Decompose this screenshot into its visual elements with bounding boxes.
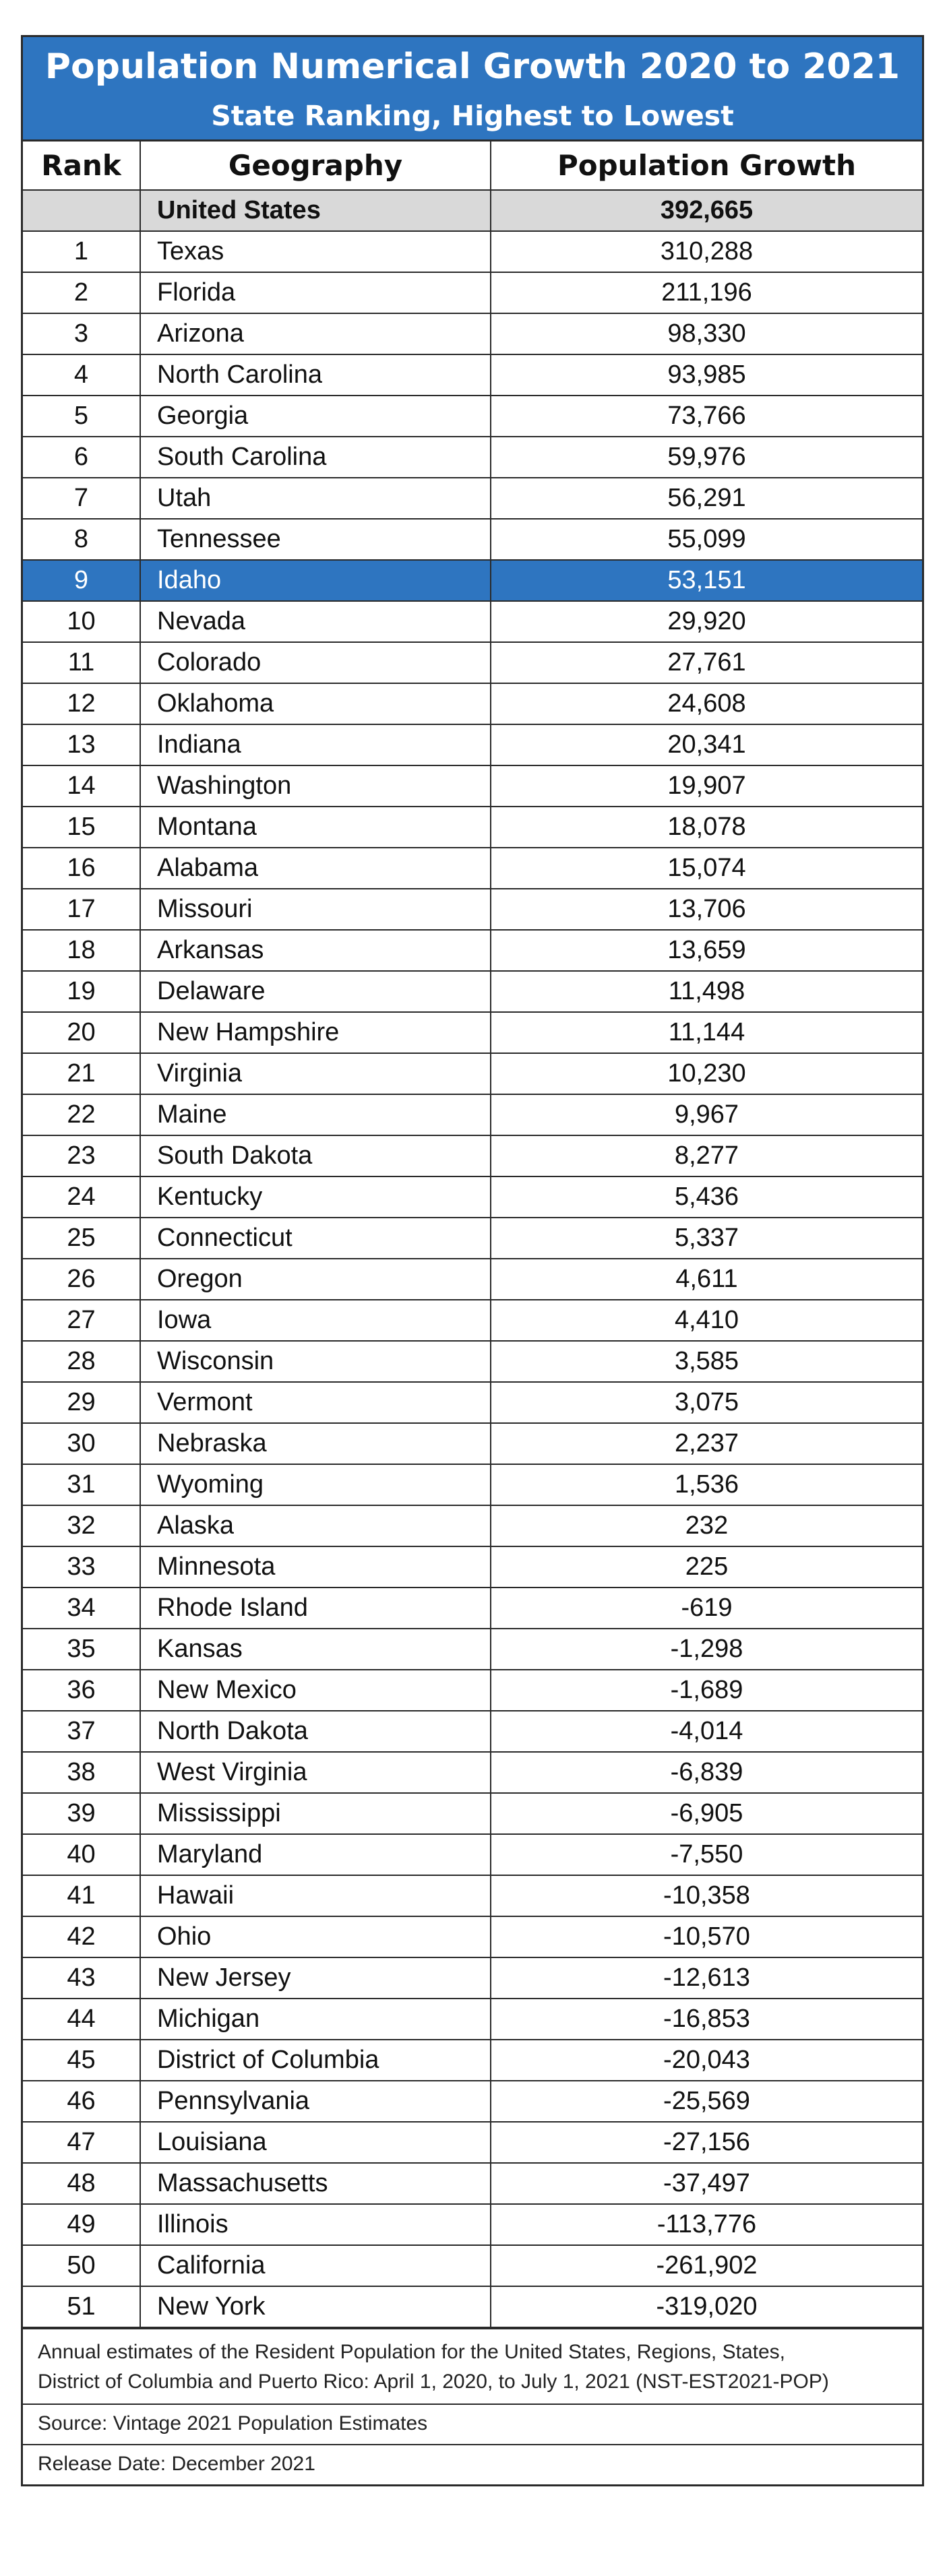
geography-cell: Illinois — [140, 2204, 491, 2245]
rank-cell: 46 — [23, 2081, 140, 2122]
page-subtitle: State Ranking, Highest to Lowest — [211, 100, 734, 132]
table-row — [23, 396, 922, 437]
geography-cell: Mississippi — [140, 1793, 491, 1834]
table-row — [23, 560, 922, 601]
rank-cell: 30 — [23, 1423, 140, 1464]
growth-cell: 13,659 — [491, 930, 922, 971]
geography-cell: Idaho — [140, 560, 491, 601]
table-row — [23, 848, 922, 889]
geography-cell: North Dakota — [140, 1711, 491, 1752]
growth-cell: -27,156 — [491, 2122, 922, 2163]
geography-cell: Texas — [140, 231, 491, 272]
rank-cell: 40 — [23, 1834, 140, 1875]
geography-cell: Vermont — [140, 1382, 491, 1423]
rank-cell: 9 — [23, 560, 140, 601]
table-row — [23, 1670, 922, 1711]
table-row — [23, 1012, 922, 1053]
column-header-geography: Geography — [140, 142, 491, 190]
geography-cell: Nebraska — [140, 1423, 491, 1464]
table-row — [23, 765, 922, 807]
geography-cell: New Hampshire — [140, 1012, 491, 1053]
geography-cell: Missouri — [140, 889, 491, 930]
geography-cell: Arizona — [140, 313, 491, 354]
rank-cell: 18 — [23, 930, 140, 971]
rank-cell: 5 — [23, 396, 140, 437]
geography-cell: Oregon — [140, 1259, 491, 1300]
growth-cell: 11,144 — [491, 1012, 922, 1053]
geography-cell: New Jersey — [140, 1957, 491, 1999]
rank-cell: 14 — [23, 765, 140, 807]
geography-cell: Minnesota — [140, 1546, 491, 1588]
rank-cell: 22 — [23, 1094, 140, 1135]
growth-cell: -12,613 — [491, 1957, 922, 1999]
geography-cell: Louisiana — [140, 2122, 491, 2163]
rank-cell: 49 — [23, 2204, 140, 2245]
table-row — [23, 272, 922, 313]
national-rank — [23, 190, 140, 231]
table-row — [23, 642, 922, 683]
growth-cell: -20,043 — [491, 2040, 922, 2081]
rank-cell: 3 — [23, 313, 140, 354]
rank-cell: 37 — [23, 1711, 140, 1752]
table-footer — [23, 2328, 922, 2484]
growth-cell: -25,569 — [491, 2081, 922, 2122]
rank-cell: 12 — [23, 683, 140, 724]
geography-cell: New York — [140, 2286, 491, 2327]
geography-cell: California — [140, 2245, 491, 2286]
table-row — [23, 1053, 922, 1094]
geography-cell: North Carolina — [140, 354, 491, 396]
rank-cell: 44 — [23, 1999, 140, 2040]
table-row — [23, 1094, 922, 1135]
table-row — [23, 1505, 922, 1546]
geography-cell: Alabama — [140, 848, 491, 889]
table-row — [23, 1135, 922, 1176]
growth-cell: 73,766 — [491, 396, 922, 437]
growth-cell: 11,498 — [491, 971, 922, 1012]
growth-cell: 5,337 — [491, 1218, 922, 1259]
rank-cell: 51 — [23, 2286, 140, 2327]
table-row — [23, 478, 922, 519]
geography-cell: Kentucky — [140, 1176, 491, 1218]
rank-cell: 8 — [23, 519, 140, 560]
growth-cell: 10,230 — [491, 1053, 922, 1094]
rank-cell: 34 — [23, 1588, 140, 1629]
growth-cell: 56,291 — [491, 478, 922, 519]
table-row — [23, 1464, 922, 1505]
growth-cell: 3,585 — [491, 1341, 922, 1382]
growth-cell: -261,902 — [491, 2245, 922, 2286]
rank-cell: 50 — [23, 2245, 140, 2286]
growth-cell: 310,288 — [491, 231, 922, 272]
geography-cell: Oklahoma — [140, 683, 491, 724]
rank-cell: 45 — [23, 2040, 140, 2081]
table-row — [23, 1916, 922, 1957]
geography-cell: West Virginia — [140, 1752, 491, 1793]
growth-cell: 27,761 — [491, 642, 922, 683]
rank-cell: 43 — [23, 1957, 140, 1999]
table-row — [23, 2163, 922, 2204]
rank-cell: 19 — [23, 971, 140, 1012]
table-row — [23, 971, 922, 1012]
national-geography: United States — [140, 190, 491, 231]
title-banner — [23, 37, 922, 142]
geography-cell: South Carolina — [140, 437, 491, 478]
table-row — [23, 1752, 922, 1793]
geography-cell: Delaware — [140, 971, 491, 1012]
national-growth: 392,665 — [491, 190, 922, 231]
growth-cell: -6,839 — [491, 1752, 922, 1793]
growth-cell: -37,497 — [491, 2163, 922, 2204]
growth-cell: -1,689 — [491, 1670, 922, 1711]
geography-cell: Colorado — [140, 642, 491, 683]
table-row — [23, 1546, 922, 1588]
national-total-row — [23, 190, 922, 231]
geography-cell: Florida — [140, 272, 491, 313]
rank-cell: 1 — [23, 231, 140, 272]
growth-cell: -4,014 — [491, 1711, 922, 1752]
table-row — [23, 2245, 922, 2286]
footnote — [23, 2328, 922, 2404]
table-row — [23, 1341, 922, 1382]
table-row — [23, 354, 922, 396]
growth-cell: 18,078 — [491, 807, 922, 848]
geography-cell: Arkansas — [140, 930, 491, 971]
rank-cell: 15 — [23, 807, 140, 848]
rank-cell: 13 — [23, 724, 140, 765]
geography-cell: Ohio — [140, 1916, 491, 1957]
table-row — [23, 683, 922, 724]
geography-cell: Indiana — [140, 724, 491, 765]
table-row — [23, 1259, 922, 1300]
geography-cell: Maine — [140, 1094, 491, 1135]
rank-cell: 35 — [23, 1629, 140, 1670]
geography-cell: Wyoming — [140, 1464, 491, 1505]
growth-cell: -7,550 — [491, 1834, 922, 1875]
table-row — [23, 1423, 922, 1464]
rank-cell: 24 — [23, 1176, 140, 1218]
rank-cell: 6 — [23, 437, 140, 478]
geography-cell: Rhode Island — [140, 1588, 491, 1629]
geography-cell: Kansas — [140, 1629, 491, 1670]
page-title: Population Numerical Growth 2020 to 2021 — [44, 46, 900, 87]
rank-cell: 11 — [23, 642, 140, 683]
table-row — [23, 1218, 922, 1259]
rank-cell: 41 — [23, 1875, 140, 1916]
rank-cell: 20 — [23, 1012, 140, 1053]
table-row — [23, 1957, 922, 1999]
geography-cell: Michigan — [140, 1999, 491, 2040]
growth-cell: 53,151 — [491, 560, 922, 601]
geography-cell: Maryland — [140, 1834, 491, 1875]
table-row — [23, 1875, 922, 1916]
growth-cell: 55,099 — [491, 519, 922, 560]
rank-cell: 21 — [23, 1053, 140, 1094]
growth-cell: -113,776 — [491, 2204, 922, 2245]
growth-cell: 20,341 — [491, 724, 922, 765]
rank-cell: 42 — [23, 1916, 140, 1957]
table-row — [23, 807, 922, 848]
rank-cell: 29 — [23, 1382, 140, 1423]
population-growth-sheet — [21, 35, 924, 2486]
growth-cell: 3,075 — [491, 1382, 922, 1423]
column-header-population-growth: Population Growth — [491, 142, 922, 190]
table-row — [23, 930, 922, 971]
growth-cell: 4,611 — [491, 1259, 922, 1300]
growth-cell: 4,410 — [491, 1300, 922, 1341]
ranking-table — [23, 142, 922, 2328]
geography-cell: Connecticut — [140, 1218, 491, 1259]
geography-cell: Iowa — [140, 1300, 491, 1341]
growth-cell: -10,358 — [491, 1875, 922, 1916]
growth-cell: 98,330 — [491, 313, 922, 354]
table-header-row — [23, 142, 922, 190]
rank-cell: 10 — [23, 601, 140, 642]
geography-cell: Tennessee — [140, 519, 491, 560]
growth-cell: 24,608 — [491, 683, 922, 724]
growth-cell: 2,237 — [491, 1423, 922, 1464]
rank-cell: 26 — [23, 1259, 140, 1300]
table-row — [23, 2122, 922, 2163]
table-row — [23, 2204, 922, 2245]
table-row — [23, 313, 922, 354]
geography-cell: District of Columbia — [140, 2040, 491, 2081]
geography-cell: Georgia — [140, 396, 491, 437]
growth-cell: 232 — [491, 1505, 922, 1546]
growth-cell: 211,196 — [491, 272, 922, 313]
geography-cell: New Mexico — [140, 1670, 491, 1711]
table-row — [23, 1300, 922, 1341]
rank-cell: 4 — [23, 354, 140, 396]
table-row — [23, 1176, 922, 1218]
table-row — [23, 889, 922, 930]
table-row — [23, 1629, 922, 1670]
table-row — [23, 519, 922, 560]
growth-cell: 1,536 — [491, 1464, 922, 1505]
growth-cell: 15,074 — [491, 848, 922, 889]
table-row — [23, 601, 922, 642]
table-row — [23, 2040, 922, 2081]
geography-cell: South Dakota — [140, 1135, 491, 1176]
growth-cell: -1,298 — [491, 1629, 922, 1670]
rank-cell: 23 — [23, 1135, 140, 1176]
growth-cell: 59,976 — [491, 437, 922, 478]
rank-cell: 48 — [23, 2163, 140, 2204]
rank-cell: 16 — [23, 848, 140, 889]
growth-cell: 29,920 — [491, 601, 922, 642]
rank-cell: 17 — [23, 889, 140, 930]
rank-cell: 2 — [23, 272, 140, 313]
table-row — [23, 1382, 922, 1423]
rank-cell: 47 — [23, 2122, 140, 2163]
table-body — [23, 190, 922, 2327]
geography-cell: Hawaii — [140, 1875, 491, 1916]
rank-cell: 39 — [23, 1793, 140, 1834]
growth-cell: 5,436 — [491, 1176, 922, 1218]
geography-cell: Washington — [140, 765, 491, 807]
table-row — [23, 1793, 922, 1834]
rank-cell: 36 — [23, 1670, 140, 1711]
rank-cell: 38 — [23, 1752, 140, 1793]
table-row — [23, 231, 922, 272]
footnote-line-1: Annual estimates of the Resident Population for the United States, Regions, States, — [38, 2341, 785, 2363]
rank-cell: 7 — [23, 478, 140, 519]
growth-cell: 19,907 — [491, 765, 922, 807]
rank-cell: 31 — [23, 1464, 140, 1505]
geography-cell: Virginia — [140, 1053, 491, 1094]
rank-cell: 32 — [23, 1505, 140, 1546]
table-row — [23, 2286, 922, 2327]
geography-cell: Utah — [140, 478, 491, 519]
growth-cell: 13,706 — [491, 889, 922, 930]
source-note: Source: Vintage 2021 Population Estimates — [23, 2404, 922, 2444]
geography-cell: Montana — [140, 807, 491, 848]
rank-cell: 25 — [23, 1218, 140, 1259]
growth-cell: -16,853 — [491, 1999, 922, 2040]
growth-cell: -6,905 — [491, 1793, 922, 1834]
table-row — [23, 2081, 922, 2122]
table-row — [23, 1711, 922, 1752]
footnote-line-2: District of Columbia and Puerto Rico: April 1, 2020, to July 1, 2021 (NST-EST2021-POP) — [38, 2370, 829, 2393]
geography-cell: Massachusetts — [140, 2163, 491, 2204]
rank-cell: 27 — [23, 1300, 140, 1341]
table-row — [23, 724, 922, 765]
growth-cell: 225 — [491, 1546, 922, 1588]
geography-cell: Pennsylvania — [140, 2081, 491, 2122]
growth-cell: -10,570 — [491, 1916, 922, 1957]
table-row — [23, 1999, 922, 2040]
growth-cell: -619 — [491, 1588, 922, 1629]
rank-cell: 33 — [23, 1546, 140, 1588]
table-row — [23, 1588, 922, 1629]
table-row — [23, 437, 922, 478]
growth-cell: 8,277 — [491, 1135, 922, 1176]
geography-cell: Alaska — [140, 1505, 491, 1546]
column-header-rank: Rank — [23, 142, 140, 190]
geography-cell: Nevada — [140, 601, 491, 642]
geography-cell: Wisconsin — [140, 1341, 491, 1382]
growth-cell: -319,020 — [491, 2286, 922, 2327]
table-row — [23, 1834, 922, 1875]
rank-cell: 28 — [23, 1341, 140, 1382]
growth-cell: 93,985 — [491, 354, 922, 396]
release-date: Release Date: December 2021 — [23, 2444, 922, 2484]
growth-cell: 9,967 — [491, 1094, 922, 1135]
